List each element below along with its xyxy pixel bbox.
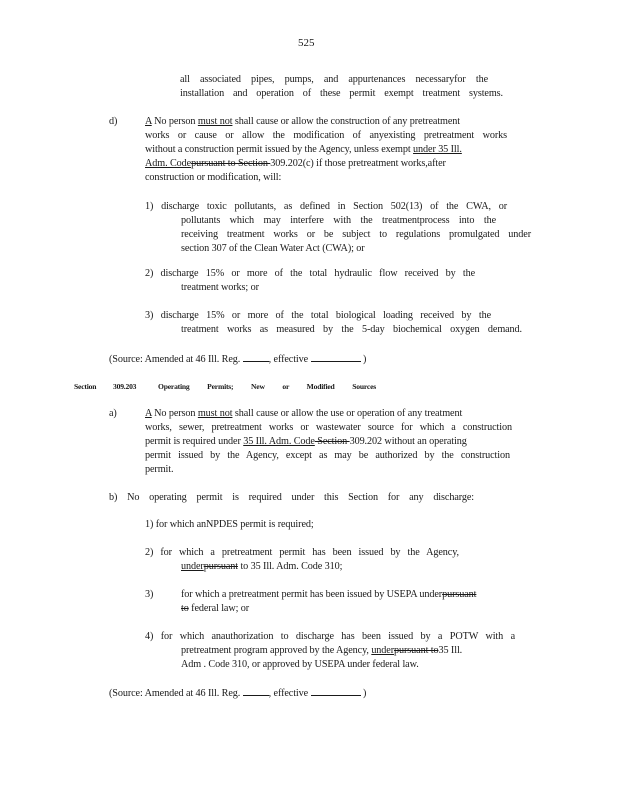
inserted-text: under — [181, 561, 204, 572]
para-b-item-1: 1) for which anNPDES permit is required; — [145, 519, 314, 530]
inserted-text: must not — [197, 116, 233, 127]
section-word: Section — [74, 382, 97, 391]
section-number: 309.203 — [113, 382, 137, 391]
page-number: 525 — [298, 37, 315, 49]
blank-effective-date — [311, 352, 361, 362]
blank-register-number — [243, 686, 269, 696]
deleted-text: pursuant to Section — [191, 158, 271, 169]
deleted-text: pursuant — [203, 561, 238, 572]
blank-register-number — [243, 352, 269, 362]
para-a-line: works, sewer, pretreatment works or wastewater source for which a construction — [145, 422, 512, 433]
para-d-item-2: 2) discharge 15% or more of the total hydraulic flow received by the — [145, 268, 475, 279]
inserted-text: under 35 Ill. — [413, 144, 462, 155]
para-b-item-3: to federal law; or — [181, 603, 250, 614]
para-d-line: works or cause or allow the modification of anyexisting pretreatment works — [145, 130, 507, 141]
inserted-text: must not — [197, 408, 233, 419]
inserted-text: A — [145, 116, 152, 127]
para-d-item-3: treatment works as measured by the 5-day biochemical oxygen demand. — [181, 324, 522, 335]
para-b-item-3: for which a pretreatment permit has been issued by USEPA underpursuant — [181, 589, 477, 600]
para-d-line: construction or modification, will: — [145, 172, 282, 183]
deleted-text: Section — [314, 436, 350, 447]
para-b-item-2: 2) for which a pretreatment permit has been issued by the Agency, — [145, 547, 459, 558]
inserted-text: Adm. Code — [145, 158, 192, 169]
para-d-line: A No person must not shall cause or allow the construction of any pretreatment — [145, 116, 461, 127]
inserted-text: under — [371, 645, 395, 656]
deleted-text: pursuant to — [394, 645, 439, 656]
para-d-item-2: treatment works; or — [181, 282, 259, 293]
para-d-label: d) — [109, 116, 118, 127]
para-a-line: A No person must not shall cause or allow the use or operation of any treatment — [145, 408, 463, 419]
para-d-item-1: 1) discharge toxic pollutants, as defined in Section 502(13) of the CWA, or — [145, 201, 507, 212]
para-d-line: without a construction permit issued by the Agency, unless exempt under 35 Ill. — [145, 144, 462, 155]
para-b-item-4: Adm . Code 310, or approved by USEPA under federal law. — [181, 659, 419, 670]
para-d-item-1: pollutants which may interfere with the treatmentprocess into the — [181, 215, 496, 226]
deleted-text: to — [181, 603, 189, 614]
source-note: (Source: Amended at 46 Ill. Reg. , effective ) — [109, 688, 367, 699]
deleted-text: pursuant — [442, 589, 477, 600]
para-a-line: permit issued by the Agency, except as may be authorized by the construction — [145, 450, 510, 461]
intro-line: all associated pipes, pumps, and appurtenances necessaryfor the — [180, 74, 488, 85]
para-a-line: permit. — [145, 464, 174, 475]
para-b-item-3-number: 3) — [145, 589, 154, 600]
para-d-item-1: section 307 of the Clean Water Act (CWA); or — [181, 243, 365, 254]
para-d-line: Adm. Codepursuant to Section 309.202(c) if those pretreatment works,after — [145, 158, 446, 169]
para-d-item-1: receiving treatment works or be subject to regulations promulgated under — [181, 229, 531, 240]
inserted-text: A — [145, 408, 152, 419]
blank-effective-date — [311, 686, 361, 696]
source-note: (Source: Amended at 46 Ill. Reg. , effective ) — [109, 354, 367, 365]
para-b-item-2: underpursuant to 35 Ill. Adm. Code 310; — [181, 561, 343, 572]
para-b-item-4: 4) for which anauthorization to discharge has been issued by a POTW with a — [145, 631, 515, 642]
para-a-line: permit is required under 35 Ill. Adm. Code Section 309.202 without an operating — [145, 436, 467, 447]
section-title: Operating Permits; New or Modified Sources — [158, 382, 376, 391]
intro-line: installation and operation of these permit exempt treatment systems. — [180, 88, 503, 99]
para-b-item-4: pretreatment program approved by the Agency, underpursuant to35 Ill. — [181, 645, 463, 656]
para-a-label: a) — [109, 408, 117, 419]
inserted-text: 35 Ill. Adm. Code — [243, 436, 315, 447]
para-b-intro: b) No operating permit is required under this Section for any discharge: — [109, 492, 474, 503]
para-d-item-3: 3) discharge 15% or more of the total biological loading received by the — [145, 310, 491, 321]
